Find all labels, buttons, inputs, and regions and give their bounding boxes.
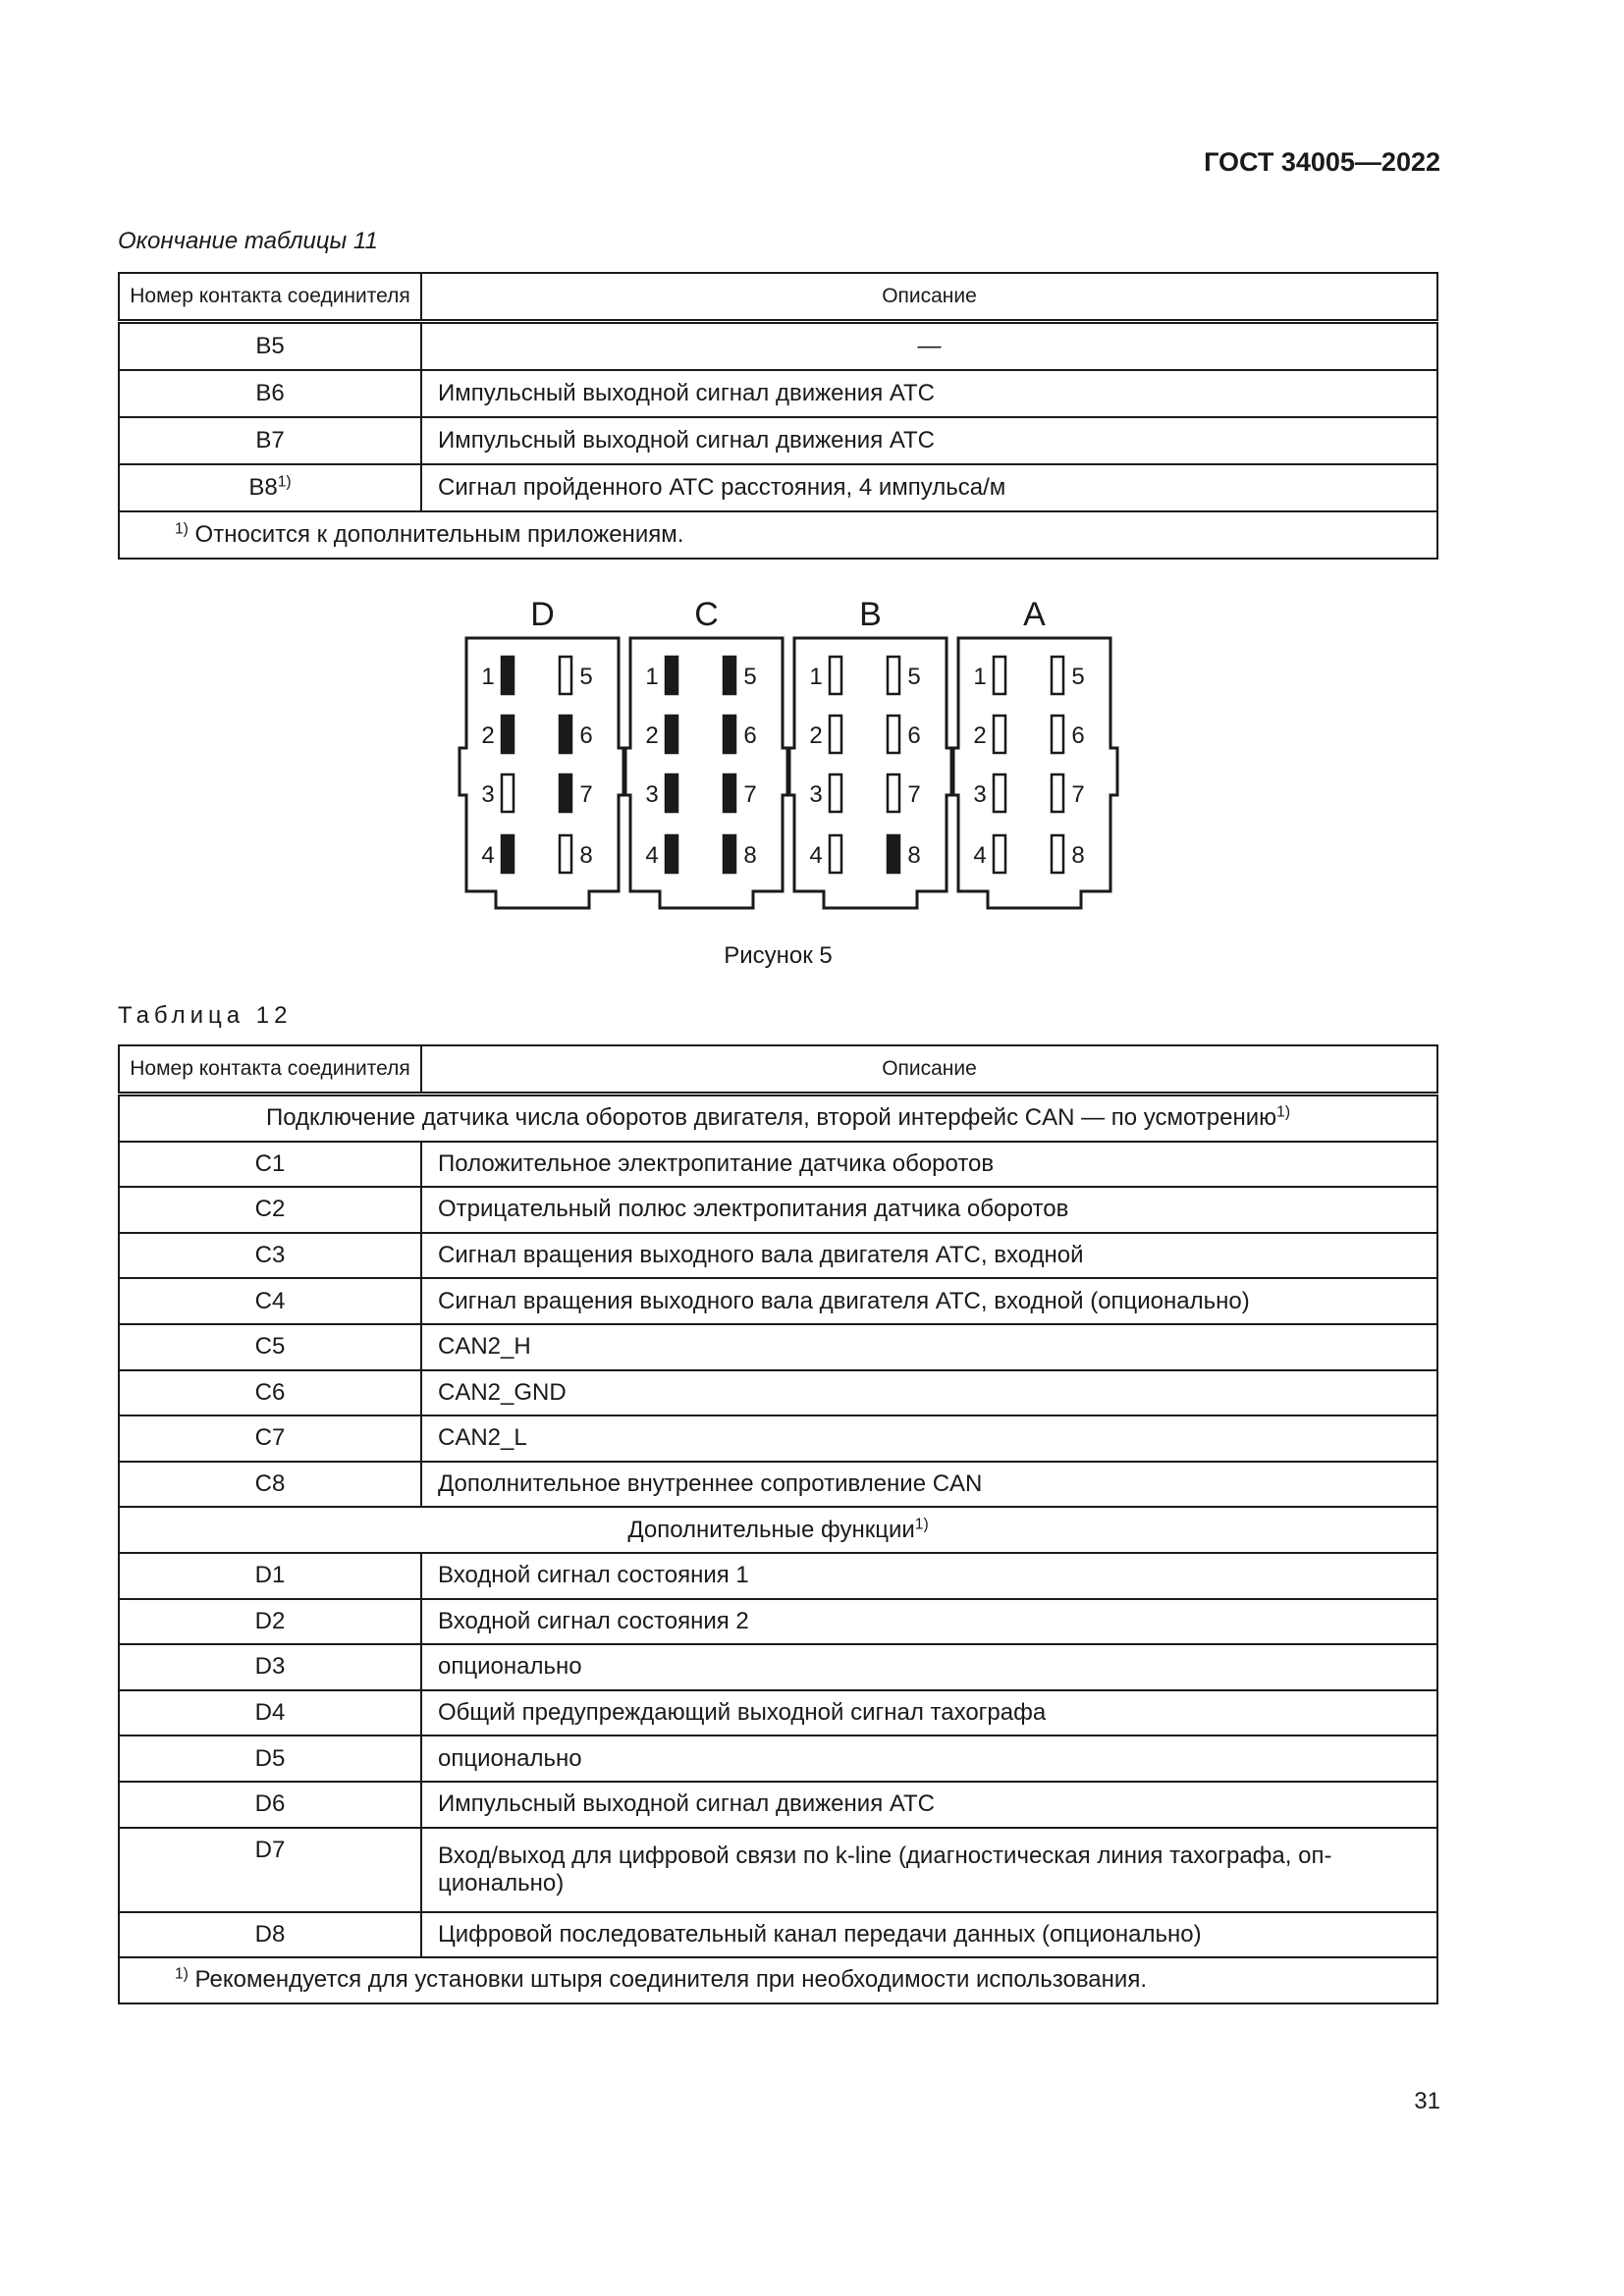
pin-A3 — [994, 774, 1005, 812]
pin-cell: D8 — [119, 1912, 421, 1958]
pin-number: 5 — [743, 664, 757, 690]
pin-cell: B6 — [119, 370, 421, 417]
description-cell: опционально — [421, 1644, 1437, 1690]
pin-number: 8 — [579, 842, 593, 869]
section-row — [119, 1095, 1437, 1142]
connector-label: A — [1023, 596, 1046, 633]
pin-number: 7 — [907, 781, 921, 808]
connector-label: D — [530, 596, 555, 633]
column-header-description: Описание — [421, 273, 1437, 322]
description-cell: Отрицательный полюс электропитания датчика оборотов — [421, 1187, 1437, 1233]
description-cell: — — [421, 322, 1437, 371]
table-row — [119, 1370, 1437, 1416]
pin-A5 — [1052, 657, 1063, 694]
pin-D4 — [502, 835, 514, 873]
pin-D8 — [560, 835, 571, 873]
description-cell: Вход/выход для цифровой связи по k-line (диагностическая линия тахографа, оп- ционально) — [421, 1828, 1437, 1912]
footnote-mark: 1) — [175, 520, 189, 538]
pin-number: 4 — [809, 842, 823, 869]
description-cell: CAN2_H — [421, 1324, 1437, 1370]
pin-cell: D7 — [119, 1828, 421, 1912]
table-row — [119, 1142, 1437, 1188]
table-row — [119, 1912, 1437, 1958]
table-row — [119, 322, 1437, 371]
pin-D2 — [502, 716, 514, 753]
pin-number: 2 — [973, 722, 987, 749]
table-row — [119, 1415, 1437, 1462]
pin-C3 — [666, 774, 677, 812]
footnote-row — [119, 511, 1437, 559]
pin-number: 3 — [809, 781, 823, 808]
pin-D3 — [502, 774, 514, 812]
description-cell: CAN2_L — [421, 1415, 1437, 1462]
pin-number: 6 — [907, 722, 921, 749]
pin-A7 — [1052, 774, 1063, 812]
description-cell: Дополнительное внутреннее сопротивление CAN — [421, 1462, 1437, 1508]
pin-cell — [119, 464, 421, 511]
pin-label: B8 — [248, 474, 278, 501]
pin-A1 — [994, 657, 1005, 694]
pin-B6 — [888, 716, 899, 753]
description-cell: Сигнал вращения выходного вала двигателя АТС, входной (опционально) — [421, 1278, 1437, 1324]
footnote-text: Рекомендуется для установки штыря соединителя при необходимости использования. — [194, 1966, 1147, 1994]
pin-cell: C2 — [119, 1187, 421, 1233]
pin-cell: D4 — [119, 1690, 421, 1736]
pin-cell: D6 — [119, 1782, 421, 1828]
pin-number: 2 — [645, 722, 659, 749]
table-row — [119, 370, 1437, 417]
section-header — [119, 1095, 1437, 1142]
pin-cell: D3 — [119, 1644, 421, 1690]
table-11 — [118, 272, 1438, 560]
description-cell: Общий предупреждающий выходной сигнал тахографа — [421, 1690, 1437, 1736]
footnote-mark: 1) — [175, 1965, 189, 1983]
table-row — [119, 1187, 1437, 1233]
table-row — [119, 1828, 1437, 1912]
table-row — [119, 464, 1437, 511]
table-row — [119, 1782, 1437, 1828]
page-number: 31 — [1414, 2088, 1440, 2114]
pin-A6 — [1052, 716, 1063, 753]
pin-number: 8 — [1071, 842, 1085, 869]
pin-C7 — [724, 774, 735, 812]
pin-number: 6 — [579, 722, 593, 749]
table-row — [119, 1735, 1437, 1782]
description-cell: Цифровой последовательный канал передачи данных (опционально) — [421, 1912, 1437, 1958]
pin-cell: C8 — [119, 1462, 421, 1508]
pin-number: 4 — [645, 842, 659, 869]
description-cell: Входной сигнал состояния 2 — [421, 1599, 1437, 1645]
pin-number: 3 — [481, 781, 495, 808]
description-cell: Положительное электропитание датчика оборотов — [421, 1142, 1437, 1188]
pin-number: 1 — [481, 664, 495, 690]
description-cell: Импульсный выходной сигнал движения АТС — [421, 1782, 1437, 1828]
table-header-row — [119, 1045, 1437, 1095]
table-row — [119, 1233, 1437, 1279]
pin-B1 — [830, 657, 841, 694]
pin-cell: C3 — [119, 1233, 421, 1279]
pin-D7 — [560, 774, 571, 812]
pin-B7 — [888, 774, 899, 812]
pin-cell: D1 — [119, 1553, 421, 1599]
table-row — [119, 1644, 1437, 1690]
pin-number: 8 — [907, 842, 921, 869]
description-cell: CAN2_GND — [421, 1370, 1437, 1416]
table-row — [119, 1324, 1437, 1370]
pin-number: 2 — [809, 722, 823, 749]
description-cell: Сигнал вращения выходного вала двигателя АТС, входной — [421, 1233, 1437, 1279]
pin-cell: D2 — [119, 1599, 421, 1645]
footnote-row — [119, 1957, 1437, 2003]
table-row — [119, 1690, 1437, 1736]
pin-number: 2 — [481, 722, 495, 749]
footnote-text: Относится к дополнительным приложениям. — [194, 521, 684, 548]
pin-cell: C4 — [119, 1278, 421, 1324]
column-header-pin: Номер контакта соединителя — [119, 1045, 421, 1095]
pin-A8 — [1052, 835, 1063, 873]
connector-figure — [442, 589, 1129, 928]
pin-B2 — [830, 716, 841, 753]
section-row — [119, 1507, 1437, 1553]
column-header-pin: Номер контакта соединителя — [119, 273, 421, 322]
description-cell: опционально — [421, 1735, 1437, 1782]
figure-caption: Рисунок 5 — [724, 942, 833, 969]
pin-number: 4 — [481, 842, 495, 869]
pin-cell: B5 — [119, 322, 421, 371]
section-title: Подключение датчика числа оборотов двигателя, второй интерфейс CAN — по усмотрению — [265, 1104, 1277, 1132]
pin-number: 5 — [579, 664, 593, 690]
pin-cell: D5 — [119, 1735, 421, 1782]
table-12-caption: Таблица 12 — [118, 1002, 293, 1029]
pin-B4 — [830, 835, 841, 873]
pin-D5 — [560, 657, 571, 694]
pin-cell: B7 — [119, 417, 421, 464]
pin-C6 — [724, 716, 735, 753]
column-header-description: Описание — [421, 1045, 1437, 1095]
footnote-cell — [119, 511, 1437, 559]
pin-D1 — [502, 657, 514, 694]
table-header-row — [119, 273, 1437, 322]
pin-D6 — [560, 716, 571, 753]
pin-cell: C6 — [119, 1370, 421, 1416]
table-row — [119, 417, 1437, 464]
pin-cell: C1 — [119, 1142, 421, 1188]
pin-number: 3 — [973, 781, 987, 808]
section-title: Дополнительные функции — [627, 1516, 915, 1543]
footnote-cell — [119, 1957, 1437, 2003]
pin-number: 7 — [579, 781, 593, 808]
description-cell: Сигнал пройденного АТС расстояния, 4 импульса/м — [421, 464, 1437, 511]
pin-cell: C7 — [119, 1415, 421, 1462]
table-row — [119, 1278, 1437, 1324]
table-row — [119, 1553, 1437, 1599]
pin-number: 5 — [907, 664, 921, 690]
pin-number: 1 — [973, 664, 987, 690]
pin-B3 — [830, 774, 841, 812]
description-cell: Импульсный выходной сигнал движения АТС — [421, 417, 1437, 464]
pin-C2 — [666, 716, 677, 753]
pin-number: 1 — [809, 664, 823, 690]
document-code: ГОСТ 34005—2022 — [1204, 147, 1440, 177]
pin-number: 5 — [1071, 664, 1085, 690]
pin-number: 7 — [743, 781, 757, 808]
pin-A2 — [994, 716, 1005, 753]
footnote-ref: 1) — [277, 473, 292, 491]
pin-B5 — [888, 657, 899, 694]
connector-label: C — [694, 596, 719, 633]
table-11-caption: Окончание таблицы 11 — [118, 228, 378, 254]
table-row — [119, 1599, 1437, 1645]
section-header — [119, 1507, 1437, 1553]
pin-number: 3 — [645, 781, 659, 808]
pin-number: 4 — [973, 842, 987, 869]
table-row — [119, 1462, 1437, 1508]
pin-C1 — [666, 657, 677, 694]
connector-label: B — [859, 596, 882, 633]
connector-diagram — [442, 589, 1129, 923]
pin-number: 7 — [1071, 781, 1085, 808]
pin-number: 6 — [743, 722, 757, 749]
pin-C4 — [666, 835, 677, 873]
pin-B8 — [888, 835, 899, 873]
description-cell: Входной сигнал состояния 1 — [421, 1553, 1437, 1599]
footnote-ref: 1) — [914, 1516, 929, 1533]
footnote-ref: 1) — [1276, 1103, 1291, 1121]
pin-cell: C5 — [119, 1324, 421, 1370]
table-12 — [118, 1044, 1438, 2004]
pin-number: 6 — [1071, 722, 1085, 749]
description-cell: Импульсный выходной сигнал движения АТС — [421, 370, 1437, 417]
pin-C8 — [724, 835, 735, 873]
pin-number: 1 — [645, 664, 659, 690]
pin-C5 — [724, 657, 735, 694]
pin-A4 — [994, 835, 1005, 873]
pin-number: 8 — [743, 842, 757, 869]
